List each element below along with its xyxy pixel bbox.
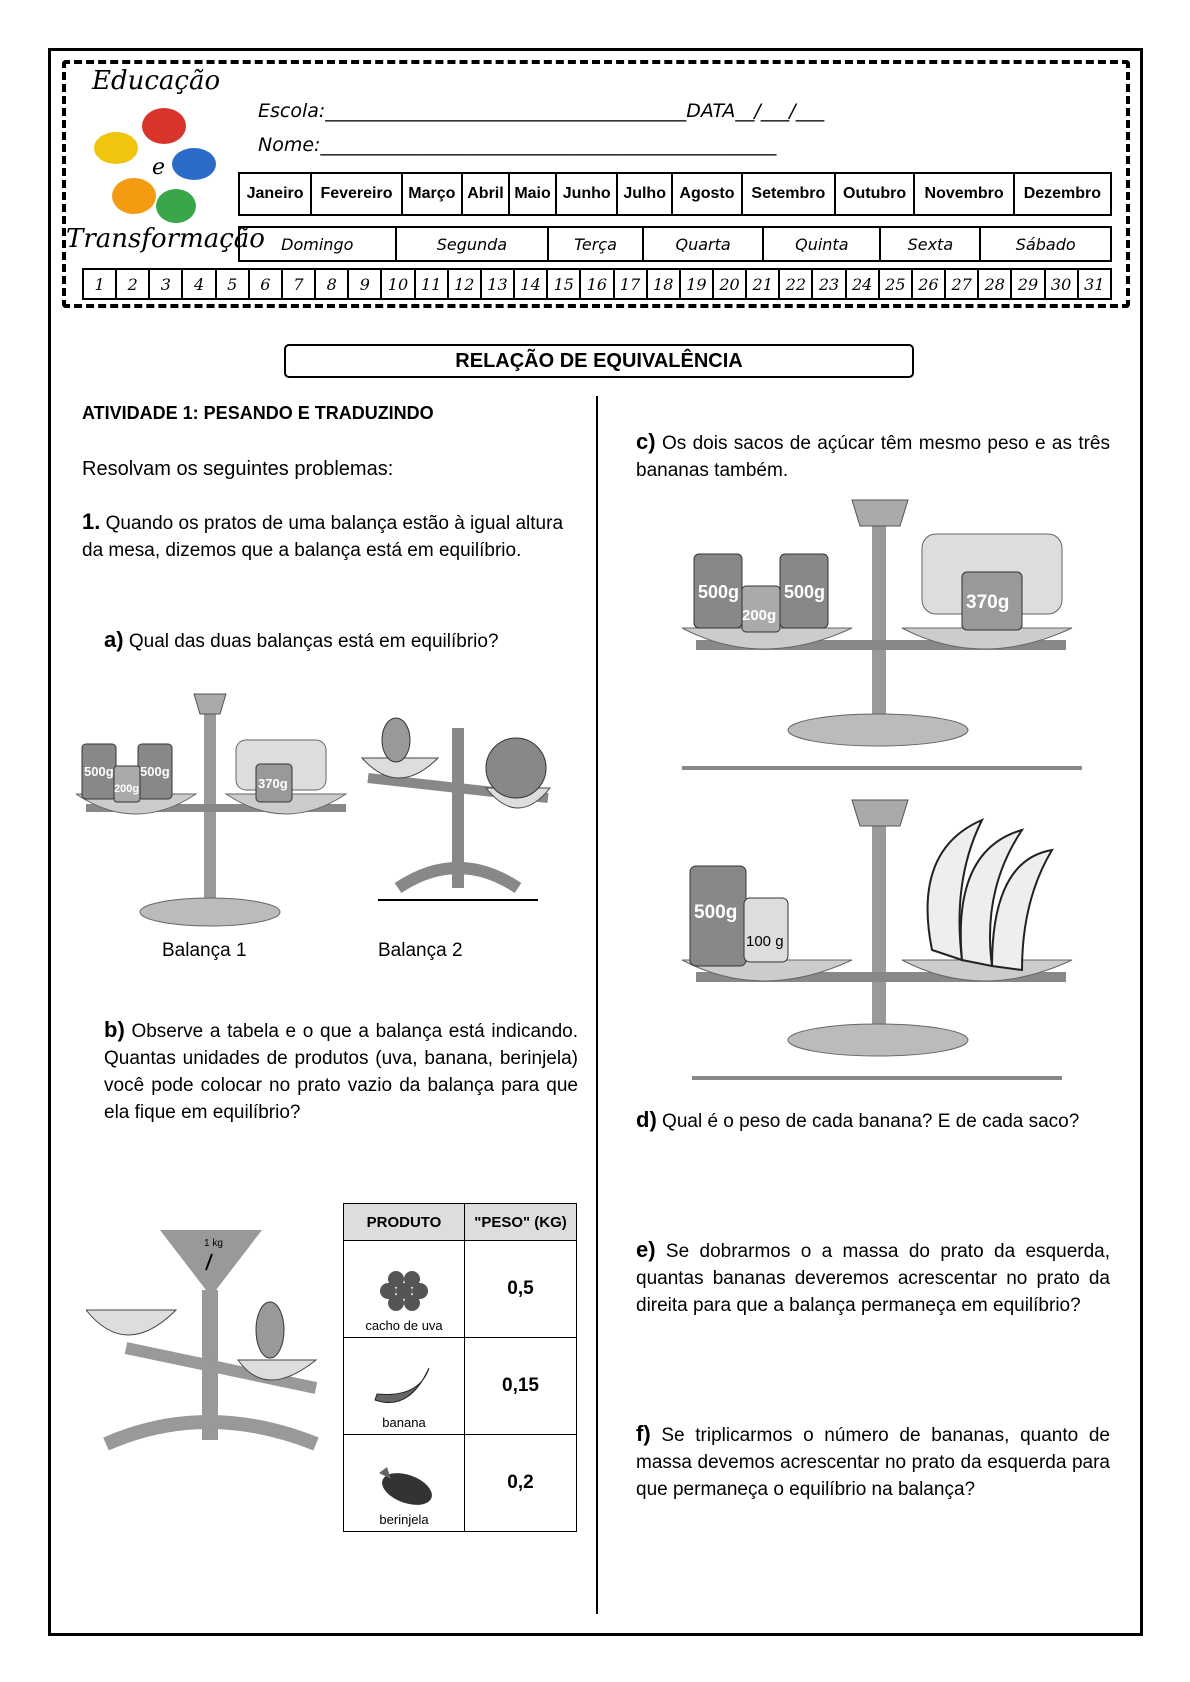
day-cell[interactable]: 6	[249, 269, 282, 299]
months-row	[238, 172, 1112, 216]
weight-label-200b: 200g	[742, 607, 777, 624]
month-cell[interactable]: Outubro	[835, 173, 915, 215]
table-header-product: PRODUTO	[344, 1204, 465, 1241]
question-d-label: d)	[636, 1107, 657, 1132]
question-a-text: Qual das duas balanças está em equilíbrio?	[128, 631, 499, 652]
weight-label-500d: 500g	[784, 582, 826, 602]
weekday-cell[interactable]: Sábado	[980, 227, 1111, 261]
grapes-icon	[374, 1265, 434, 1315]
question-b-text: Observe a tabela e o que a balança está indicando. Quantas unidades de produtos (uva, banana, berinjela) você pode colocar no prato vazio da balança para que ela fique em equilíbrio?	[104, 1021, 578, 1123]
weekday-cell[interactable]: Sexta	[880, 227, 980, 261]
month-cell[interactable]: Setembro	[742, 173, 835, 215]
table-row	[344, 1338, 577, 1435]
weight-cell: 0,5	[465, 1241, 577, 1338]
day-cell[interactable]: 22	[779, 269, 812, 299]
day-cell[interactable]: 7	[282, 269, 315, 299]
day-cell[interactable]: 23	[812, 269, 845, 299]
day-cell[interactable]: 15	[547, 269, 580, 299]
question-c	[636, 428, 1110, 484]
day-cell[interactable]: 20	[713, 269, 746, 299]
weight-label-500b: 500g	[140, 764, 170, 779]
day-cell[interactable]: 24	[846, 269, 879, 299]
balance-b-illustration	[86, 1220, 336, 1480]
day-cell[interactable]: 10	[381, 269, 414, 299]
weekday-cell[interactable]: Terça	[548, 227, 643, 261]
page-title: RELAÇÃO DE EQUIVALÊNCIA	[284, 344, 914, 378]
product-name: berinjela	[379, 1512, 429, 1527]
day-cell[interactable]: 1	[83, 269, 116, 299]
table-row	[344, 1435, 577, 1532]
month-cell[interactable]: Julho	[617, 173, 672, 215]
balance-1-caption: Balança 1	[162, 940, 247, 961]
day-cell[interactable]: 30	[1045, 269, 1078, 299]
question-d	[636, 1106, 1110, 1135]
pineapple-icon	[256, 1302, 284, 1358]
question-1	[82, 508, 578, 564]
question-1-text: Quando os pratos de uma balança estão à igual altura da mesa, dizemos que a balança está em equilíbrio.	[82, 513, 564, 561]
day-cell[interactable]: 8	[315, 269, 348, 299]
weekday-cell[interactable]: Domingo	[239, 227, 396, 261]
day-cell[interactable]: 3	[149, 269, 182, 299]
day-cell[interactable]: 16	[580, 269, 613, 299]
name-field[interactable]: Nome:________________________________________________	[258, 134, 777, 156]
day-cell[interactable]: 4	[182, 269, 215, 299]
weight-cell: 0,15	[465, 1338, 577, 1435]
month-cell[interactable]: Agosto	[672, 173, 742, 215]
pumpkin-icon	[486, 738, 546, 798]
question-f-text: Se triplicarmos o número de bananas, quanto de massa devemos acrescentar no prato da esquerda para que permaneça o equilíbrio na balança?	[636, 1425, 1110, 1500]
weekdays-row	[238, 226, 1112, 262]
table-row	[344, 1241, 577, 1338]
day-cell[interactable]: 19	[680, 269, 713, 299]
question-c-text: Os dois sacos de açúcar têm mesmo peso e as três bananas também.	[636, 433, 1111, 481]
question-e-text: Se dobrarmos o a massa do prato da esquerda, quantas bananas deveremos acrescentar no prato da direita para que a balança permaneça em equilíbrio?	[636, 1241, 1110, 1316]
school-field[interactable]: Escola:______________________________________DATA__/___/___	[258, 100, 825, 122]
days-row	[82, 268, 1112, 300]
day-cell[interactable]: 28	[978, 269, 1011, 299]
day-cell[interactable]: 5	[216, 269, 249, 299]
weight-label-370b: 370g	[966, 592, 1010, 613]
weight-label-500a: 500g	[84, 764, 114, 779]
month-cell[interactable]: Fevereiro	[311, 173, 402, 215]
month-cell[interactable]: Abril	[462, 173, 509, 215]
day-cell[interactable]: 31	[1078, 269, 1111, 299]
day-cell[interactable]: 14	[514, 269, 547, 299]
hands-logo-icon	[64, 86, 234, 246]
pineapple-icon	[382, 718, 410, 762]
day-cell[interactable]: 26	[912, 269, 945, 299]
weight-cell: 0,2	[465, 1435, 577, 1532]
day-cell[interactable]: 2	[116, 269, 149, 299]
logo	[64, 66, 265, 256]
activity-intro: Resolvam os seguintes problemas:	[82, 458, 394, 480]
weight-label-500c: 500g	[698, 582, 740, 602]
weight-label-500e: 500g	[694, 902, 738, 923]
product-name: banana	[382, 1415, 426, 1430]
weight-label-370: 370g	[258, 776, 288, 791]
balance-c-top-illustration	[682, 490, 1082, 770]
balance-1-illustration	[76, 684, 356, 934]
balance-2-caption: Balança 2	[378, 940, 463, 961]
day-cell[interactable]: 27	[945, 269, 978, 299]
day-cell[interactable]: 29	[1011, 269, 1044, 299]
table-header-weight: "PESO" (KG)	[465, 1204, 577, 1241]
logo-text-bottom: Transformação	[66, 224, 265, 254]
products-table	[343, 1203, 577, 1532]
month-cell[interactable]: Março	[402, 173, 462, 215]
weight-label-200: 200g	[114, 783, 140, 795]
eggplant-icon	[369, 1459, 439, 1509]
activity-heading: ATIVIDADE 1: PESANDO E TRADUZINDO	[82, 403, 434, 423]
question-c-label: c)	[636, 429, 656, 454]
day-cell[interactable]: 25	[879, 269, 912, 299]
weekday-cell[interactable]: Segunda	[396, 227, 549, 261]
month-cell[interactable]: Junho	[556, 173, 617, 215]
scale-reading: 1 kg	[204, 1238, 223, 1249]
month-cell[interactable]: Dezembro	[1014, 173, 1111, 215]
weight-label-100: 100 g	[746, 933, 784, 950]
question-1-number: 1.	[82, 509, 101, 534]
question-f	[636, 1420, 1110, 1503]
day-cell[interactable]: 12	[448, 269, 481, 299]
day-cell[interactable]: 11	[415, 269, 448, 299]
logo-text-top: Educação	[92, 66, 221, 96]
banana-icon	[369, 1362, 439, 1412]
weekday-cell[interactable]: Quarta	[643, 227, 764, 261]
question-f-label: f)	[636, 1421, 651, 1446]
product-cell	[344, 1435, 465, 1532]
question-b-label: b)	[104, 1017, 125, 1042]
balance-2-illustration	[358, 678, 558, 918]
logo-text-mid: e	[152, 155, 166, 180]
question-d-text: Qual é o peso de cada banana? E de cada saco?	[662, 1111, 1080, 1132]
day-cell[interactable]: 17	[614, 269, 647, 299]
month-cell[interactable]: Janeiro	[239, 173, 311, 215]
product-name: cacho de uva	[365, 1318, 443, 1333]
question-e	[636, 1236, 1110, 1319]
column-divider	[596, 396, 598, 1614]
question-a	[104, 626, 578, 655]
product-cell	[344, 1338, 465, 1435]
day-cell[interactable]: 9	[348, 269, 381, 299]
month-cell[interactable]: Novembro	[914, 173, 1013, 215]
question-e-label: e)	[636, 1237, 656, 1262]
question-b	[104, 1016, 578, 1126]
day-cell[interactable]: 13	[481, 269, 514, 299]
question-a-label: a)	[104, 627, 124, 652]
weekday-cell[interactable]: Quinta	[763, 227, 880, 261]
day-cell[interactable]: 18	[647, 269, 680, 299]
day-cell[interactable]: 21	[746, 269, 779, 299]
balance-c-bottom-illustration	[682, 790, 1082, 1080]
product-cell	[344, 1241, 465, 1338]
month-cell[interactable]: Maio	[509, 173, 556, 215]
